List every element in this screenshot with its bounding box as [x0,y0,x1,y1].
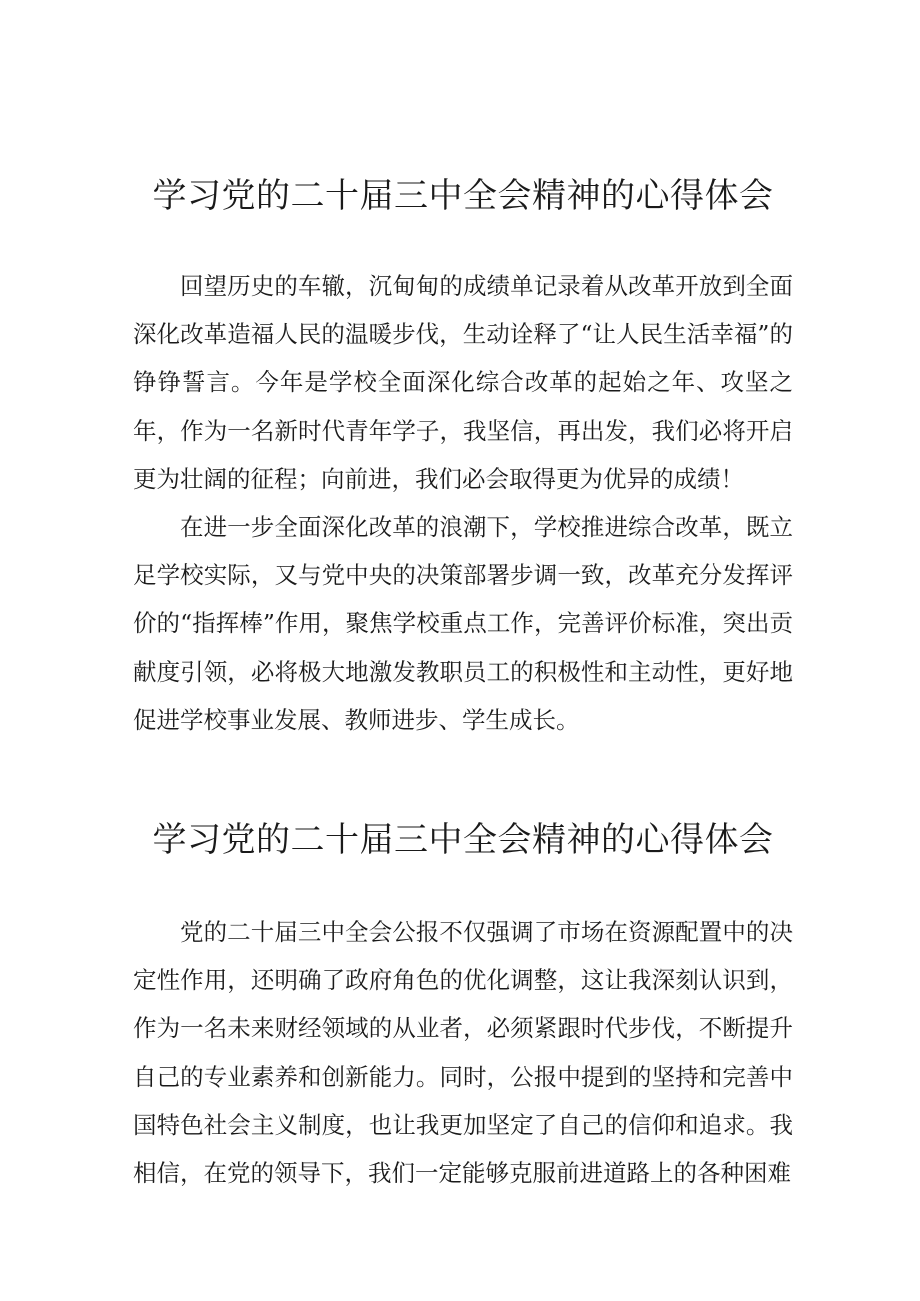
essay-title: 学习党的二十届三中全会精神的心得体会 [152,820,774,860]
essay-paragraph: 在进一步全面深化改革的浪潮下，学校推进综合改革，既立足学校实际，又与党中央的决策部署步调一致，改革充分发挥评价的“指挥棒”作用，聚焦学校重点工作，完善评价标准，突出贡献度引领，必将极大地激发教职员工的积极性和主动性，更好地促进学校事业发展、教师进步、学生成长。 [133,513,793,734]
essay-section-1 [133,168,793,744]
essay-paragraph: 党的二十届三中全会公报不仅强调了市场在资源配置中的决定性作用，还明确了政府角色的优化调整，这让我深刻认识到，作为一名未来财经领域的从业者，必须紧跟时代步伐，不断提升自己的专业素养和创新能力。同时，公报中提到的坚持和完善中国特色社会主义制度，也让我更加坚定了自己的信仰和追求。我相信，在党的领导下，我们一定能够克服前进道路上的各种困难 [133,918,793,1188]
essay-paragraph: 回望历史的车辙，沉甸甸的成绩单记录着从改革开放到全面深化改革造福人民的温暖步伐，生动诠释了“让人民生活幸福”的铮铮誓言。今年是学校全面深化综合改革的起始之年、攻坚之年，作为一名新时代青年学子，我坚信，再出发，我们必将开启更为壮阔的征程；向前进，我们必会取得更为优异的成绩！ [133,272,793,493]
essay-title: 学习党的二十届三中全会精神的心得体会 [152,176,774,216]
essay-section-2 [133,812,793,1197]
